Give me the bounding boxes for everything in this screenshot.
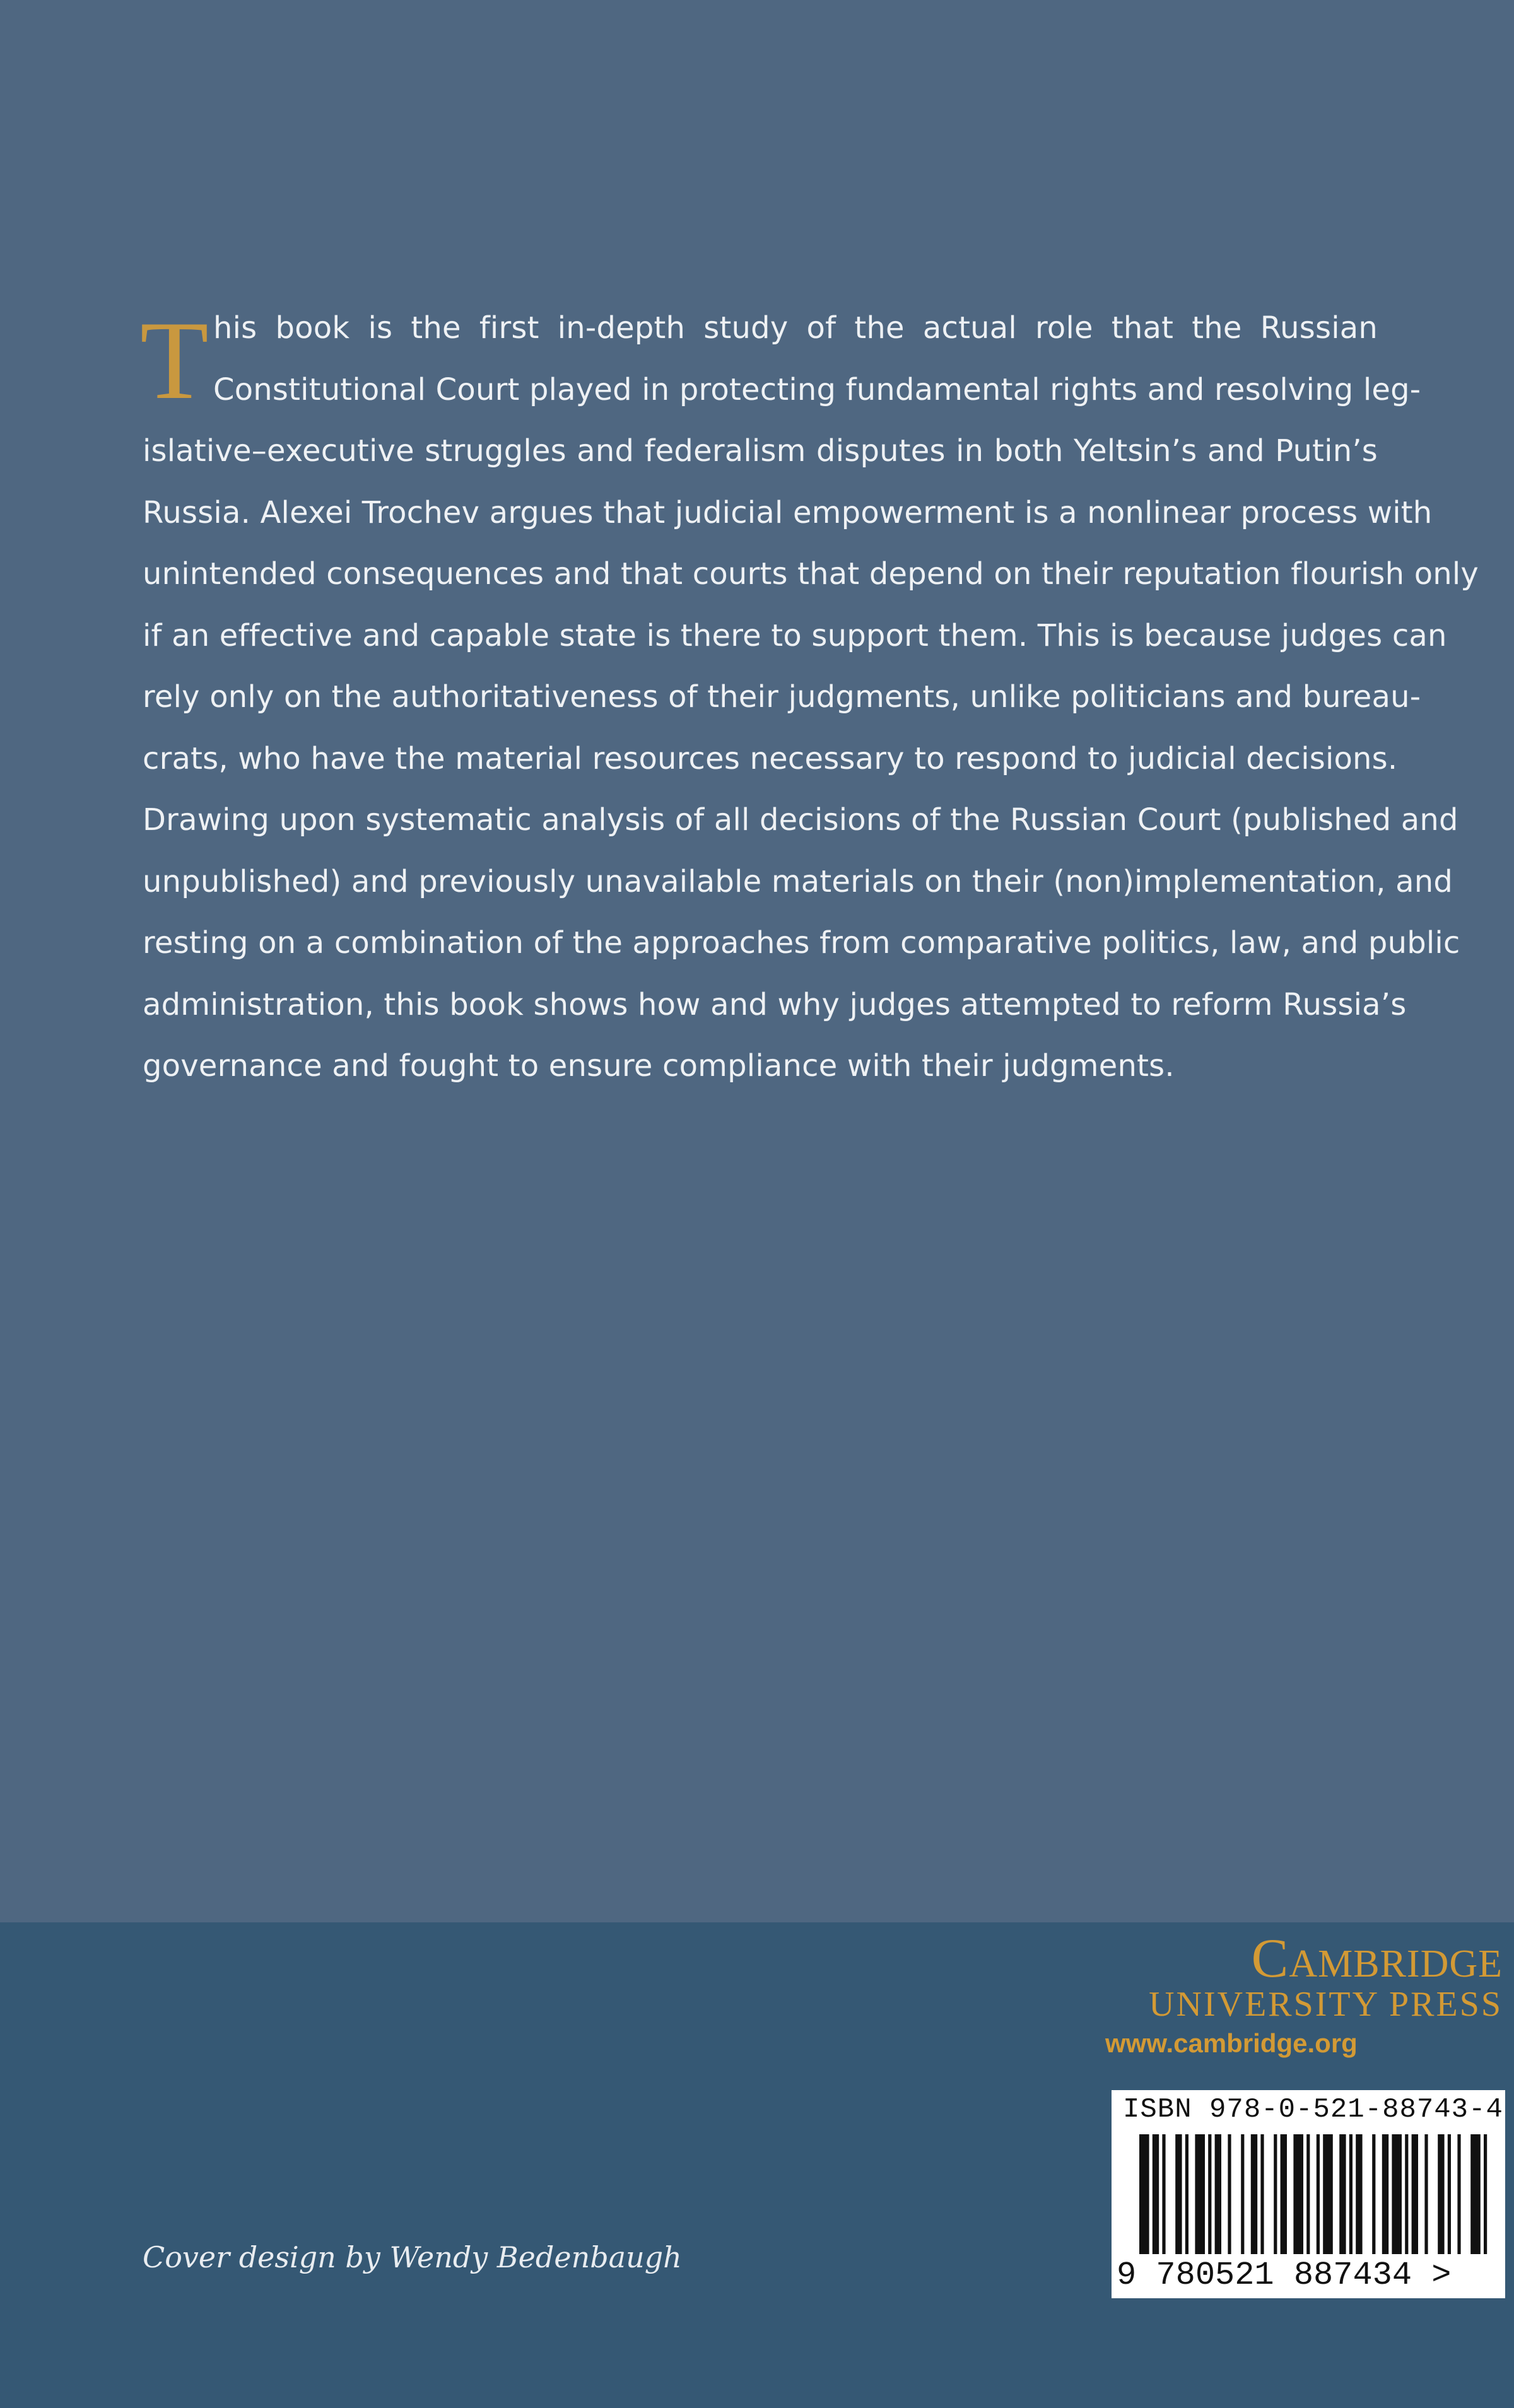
barcode-bar — [1241, 2134, 1244, 2254]
blurb-line: unpublished) and previously unavailable materials on their (non)implementation, and — [143, 863, 1453, 899]
blurb-line: his book is the first in-depth study of the actual role that the Russian — [213, 310, 1378, 346]
blurb-line: resting on a combination of the approaches from comparative politics, law, and public — [143, 925, 1460, 961]
isbn-label: ISBN 978-0-521-88743-4 — [1123, 2094, 1503, 2125]
barcode-bar — [1392, 2134, 1402, 2254]
barcode-bar — [1484, 2134, 1487, 2254]
publisher-url[interactable]: www.cambridge.org — [1105, 2028, 1358, 2058]
barcode-bar — [1438, 2134, 1444, 2254]
cover-credit: Cover design by Wendy Bedenbaugh — [143, 2240, 682, 2274]
barcode-bar — [1405, 2134, 1408, 2254]
barcode-bar — [1448, 2134, 1451, 2254]
barcode-bar — [1412, 2134, 1418, 2254]
barcode-bar — [1317, 2134, 1320, 2254]
blurb-line: rely only on the authoritativeness of their judgments, unlike politicians and bureau- — [143, 679, 1421, 715]
barcode-bar — [1457, 2134, 1460, 2254]
barcode-bar — [1470, 2134, 1481, 2254]
blurb-line: unintended consequences and that courts that depend on their reputation flourish only — [143, 556, 1479, 592]
publisher-name: Cambridge — [1251, 1928, 1503, 1989]
barcode-bar — [1293, 2134, 1303, 2254]
barcode-bar — [1372, 2134, 1375, 2254]
barcode-bar — [1208, 2134, 1211, 2254]
publisher-subtitle: UNIVERSITY PRESS — [1149, 1985, 1503, 2024]
barcode-bar — [1274, 2134, 1277, 2254]
barcode-bar — [1356, 2134, 1362, 2254]
barcode-bar — [1382, 2134, 1388, 2254]
drop-cap: T — [140, 298, 209, 423]
barcode-bar — [1251, 2134, 1257, 2254]
blurb-line: islative–executive struggles and federalism disputes in both Yeltsin’s and Putin’s — [143, 433, 1378, 469]
barcode-bar — [1139, 2134, 1149, 2254]
barcode-bar — [1424, 2134, 1428, 2254]
blurb-text — [143, 298, 1479, 1097]
publisher-logo — [1061, 1929, 1503, 2062]
blurb-line: Drawing upon systematic analysis of all decisions of the Russian Court (published and — [143, 802, 1458, 838]
barcode-bar — [1349, 2134, 1353, 2254]
barcode-bar — [1175, 2134, 1182, 2254]
barcode-bar — [1215, 2134, 1221, 2254]
blurb-line: Russia. Alexei Trochev argues that judicial empowerment is a nonlinear process with — [143, 494, 1433, 530]
isbn-barcode — [1112, 2090, 1505, 2298]
barcode-bar — [1185, 2134, 1188, 2254]
barcode-bar — [1162, 2134, 1165, 2254]
barcode-bar — [1228, 2134, 1231, 2254]
barcode-bar — [1281, 2134, 1287, 2254]
barcode-bar — [1306, 2134, 1310, 2254]
blurb-line: governance and fought to ensure compliance with their judgments. — [143, 1048, 1175, 1084]
blurb-line: administration, this book shows how and why judges attempted to reform Russia’s — [143, 986, 1407, 1022]
barcode-bar — [1195, 2134, 1205, 2254]
blurb-line: crats, who have the material resources necessary to respond to judicial decisions. — [143, 740, 1398, 776]
barcode-digits: 9 780521 887434 > — [1117, 2257, 1452, 2294]
barcode-bar — [1339, 2134, 1346, 2254]
barcode-bar — [1323, 2134, 1333, 2254]
blurb-line: Constitutional Court played in protecting fundamental rights and resolving leg- — [213, 371, 1421, 407]
barcode-bar — [1153, 2134, 1159, 2254]
blurb-line: if an effective and capable state is there to support them. This is because judges can — [143, 617, 1447, 653]
barcode-bar — [1260, 2134, 1264, 2254]
